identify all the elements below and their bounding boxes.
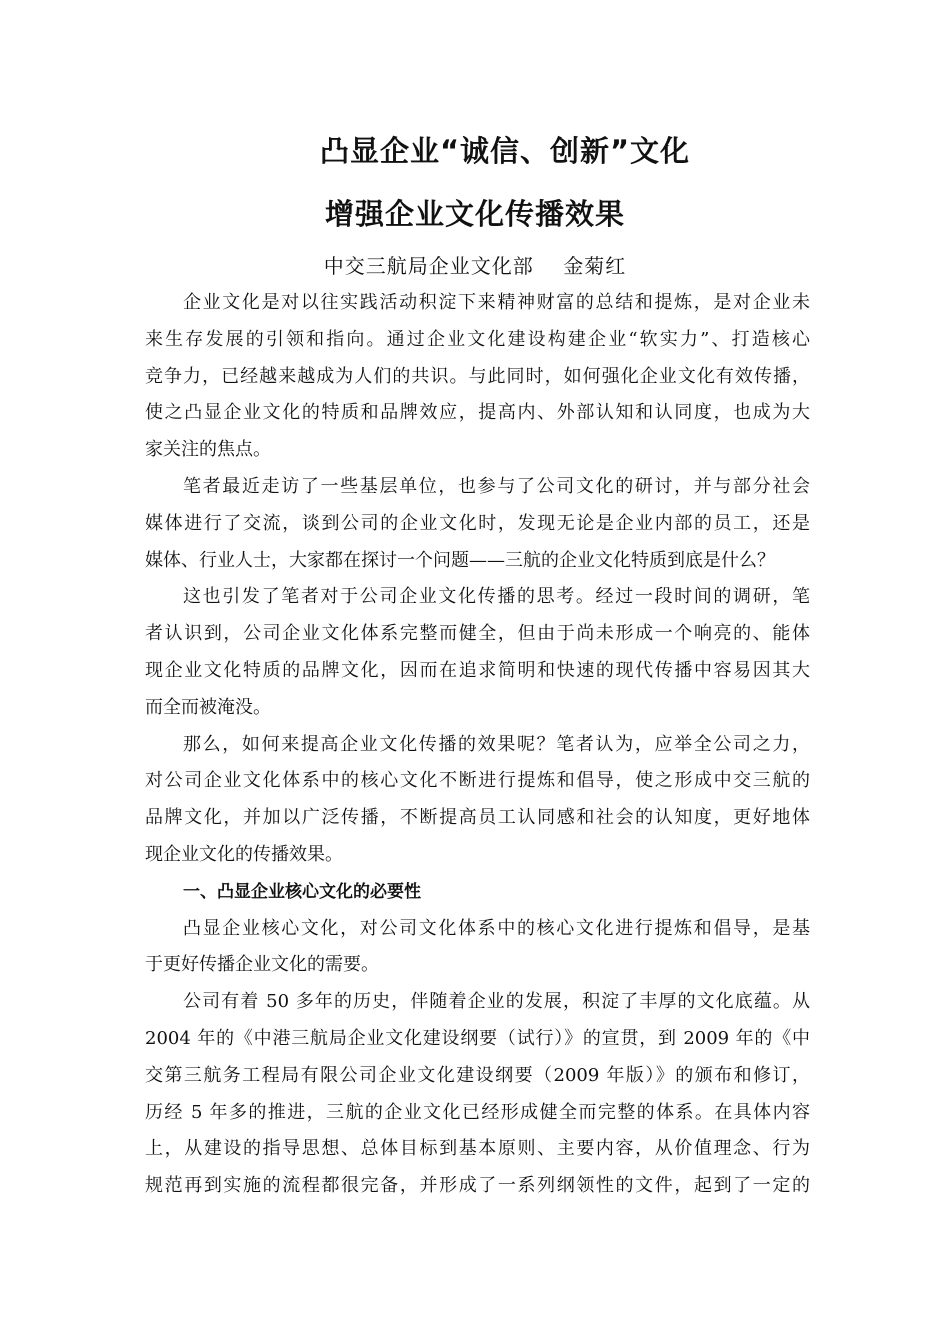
body-text-line: 上，从建设的指导思想、总体目标到基本原则、主要内容，从价值理念、行为 <box>145 1138 810 1160</box>
body-text-line: 笔者最近走访了一些基层单位，也参与了公司文化的研讨，并与部分社会 <box>183 475 810 497</box>
body-text-line: 企业文化是对以往实践活动积淀下来精神财富的总结和提炼，是对企业未 <box>183 292 810 313</box>
body-text-line: 品牌文化，并加以广泛传播，不断提高员工认同感和社会的认知度，更好地体 <box>145 807 810 829</box>
body-text-line: 而全而被淹没。 <box>145 696 271 718</box>
body-text-line: 对公司企业文化体系中的核心文化不断进行提炼和倡导，使之形成中交三航的 <box>145 770 810 792</box>
body-text-line: 这也引发了笔者对于公司企业文化传播的思考。经过一段时间的调研，笔 <box>183 586 810 608</box>
body-text-line: 于更好传播企业文化的需要。 <box>145 954 379 976</box>
body-text-line: 媒体进行了交流，谈到公司的企业文化时，发现无论是企业内部的员工，还是 <box>145 512 810 534</box>
body-text-line: 使之凸显企业文化的特质和品牌效应，提高内、外部认知和认同度，也成为大 <box>145 402 810 424</box>
body-text-line: 竞争力，已经越来越成为人们的共识。与此同时，如何强化企业文化有效传播， <box>145 365 810 387</box>
body-text-line: 家关注的焦点。 <box>145 439 271 461</box>
body-text-line: 来生存发展的引领和指向。通过企业文化建设构建企业“软实力”、打造核心 <box>145 328 810 350</box>
body-text-line: 历经 5 年多的推进，三航的企业文化已经形成健全而完整的体系。在具体内容 <box>145 1101 810 1123</box>
body-text-line: 规范再到实施的流程都很完备，并形成了一系列纲领性的文件，起到了一定的 <box>145 1175 810 1197</box>
body-text-line: 媒体、行业人士，大家都在探讨一个问题——三航的企业文化特质到底是什么？ <box>145 549 775 571</box>
document-title-line-2: 增强企业文化传播效果 <box>324 197 625 231</box>
body-text-line: 交第三航务工程局有限公司企业文化建设纲要（2009 年版）》的颁布和修订， <box>145 1064 810 1086</box>
body-text-line: 现企业文化特质的品牌文化，因而在追求简明和快速的现代传播中容易因其大 <box>145 659 810 681</box>
body-text-line: 那么，如何来提高企业文化传播的效果呢？笔者认为，应举全公司之力， <box>183 733 810 755</box>
author-byline: 中交三航局企业文化部 金菊红 <box>323 254 627 278</box>
document-title-line-1: 凸显企业“诚信、创新”文化 <box>319 134 691 168</box>
body-text-line: 者认识到，公司企业文化体系完整而健全，但由于尚未形成一个响亮的、能体 <box>145 623 810 645</box>
body-text-line: 2004 年的《中港三航局企业文化建设纲要（试行）》的宣贯，到 2009 年的《中 <box>145 1027 810 1049</box>
body-text-line: 凸显企业核心文化，对公司文化体系中的核心文化进行提炼和倡导，是基 <box>183 917 810 939</box>
section-heading: 一、凸显企业核心文化的必要性 <box>183 881 421 902</box>
document-body <box>145 285 810 1205</box>
body-text-line: 公司有着 50 多年的历史，伴随着企业的发展，积淀了丰厚的文化底蕴。从 <box>183 991 810 1013</box>
body-text-line: 现企业文化的传播效果。 <box>145 843 343 865</box>
